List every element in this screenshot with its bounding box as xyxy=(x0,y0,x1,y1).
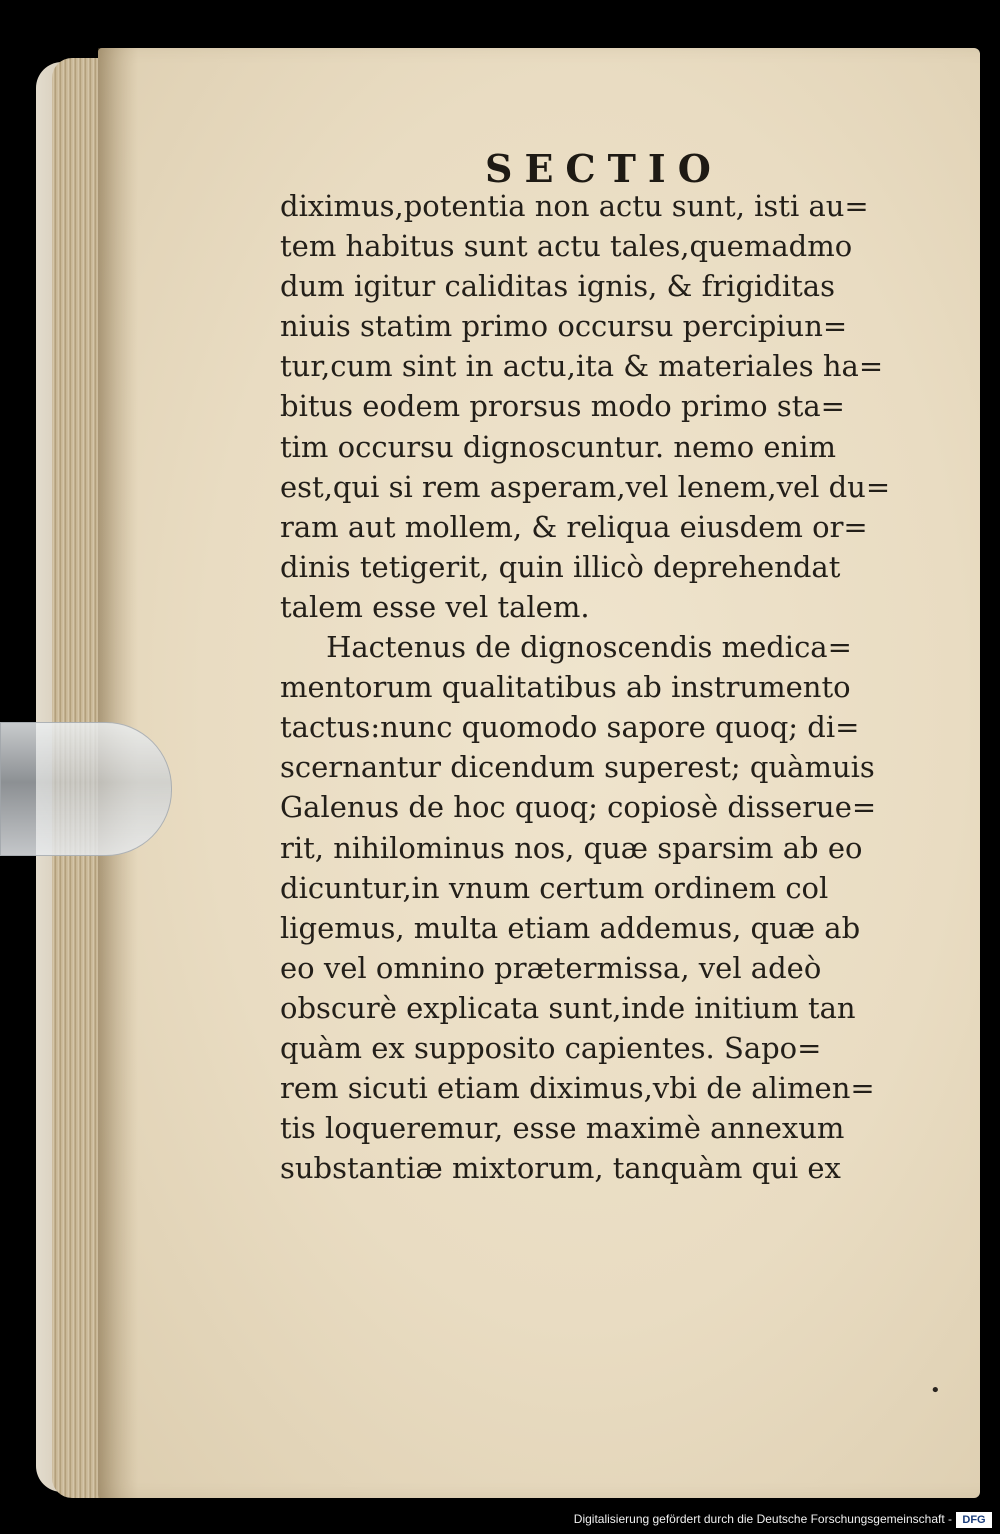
text-line: Hactenus de dignoscendis medica= xyxy=(280,630,852,665)
text-line: tur,cum sint in actu,ita & materiales ha= xyxy=(280,349,884,384)
text-line: mentorum qualitatibus ab instrumento xyxy=(280,670,851,705)
text-line: diximus,potentia non actu sunt, isti au= xyxy=(280,189,869,223)
text-line: dum igitur caliditas ignis, & frigiditas xyxy=(280,269,835,304)
text-line: quàm ex supposito capientes. Sapo= xyxy=(280,1030,822,1065)
running-head: SECTIO xyxy=(485,146,723,191)
glass-clip xyxy=(0,722,172,856)
text-line: rem sicuti etiam diximus,vbi de alimen= xyxy=(280,1071,875,1106)
text-line: dicuntur,in vnum certum ordinem col xyxy=(280,870,829,905)
text-line: dinis tetigerit, quin illicò deprehendat xyxy=(280,549,841,584)
text-line: substantiæ mixtorum, tanquàm qui ex xyxy=(280,1151,841,1186)
text-line: tim occursu dignoscuntur. nemo enim xyxy=(280,429,836,464)
text-line: talem esse vel talem. xyxy=(280,589,590,624)
text-line: tem habitus sunt actu tales,quemadmo xyxy=(280,229,853,264)
body-text xyxy=(280,186,920,1188)
text-line: obscurè explicata sunt,inde initium tan xyxy=(280,990,856,1025)
text-line: rit, nihilominus nos, quæ sparsim ab eo xyxy=(280,830,863,865)
text-line: est,qui si rem asperam,vel lenem,vel du= xyxy=(280,469,891,504)
text-line: bitus eodem prorsus modo primo sta= xyxy=(280,389,845,424)
text-line: ram aut mollem, & reliqua eiusdem or= xyxy=(280,509,868,544)
text-line: tis loqueremur, esse maximè annexum xyxy=(280,1111,845,1146)
text-line: ligemus, multa etiam addemus, quæ ab xyxy=(280,910,861,945)
text-line: Galenus de hoc quoq; copiosè disserue= xyxy=(280,790,877,825)
text-line: eo vel omnino prætermissa, vel adeò xyxy=(280,950,822,985)
text-line: tactus:nunc quomodo sapore quoq; di= xyxy=(280,710,860,745)
digitization-credit: Digitalisierung gefördert durch die Deutsche Forschungsgemeinschaft - xyxy=(573,1512,952,1526)
text-line: scernantur dicendum superest; quàmuis xyxy=(280,750,875,785)
dfg-logo: DFG xyxy=(956,1512,992,1528)
text-line: niuis statim primo occursu percipiun= xyxy=(280,309,848,344)
catchmark: • xyxy=(930,1380,941,1401)
